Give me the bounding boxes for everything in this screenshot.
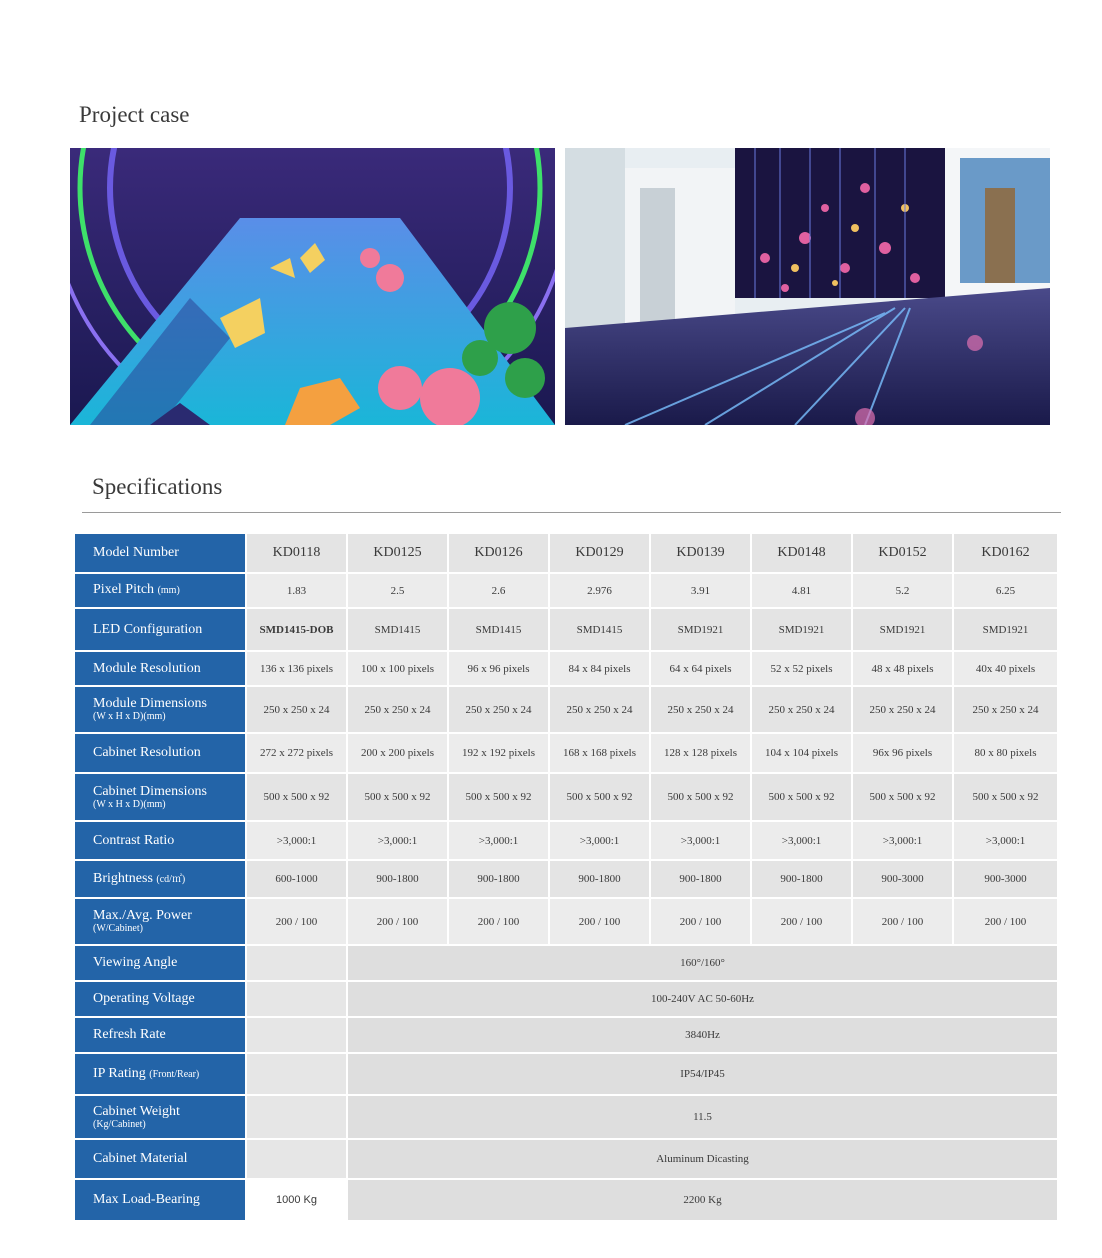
row-label-module-resolution: Module Resolution [75, 652, 247, 685]
merged-cell: 100-240V AC 50-60Hz [348, 982, 1057, 1016]
merged-cell: 11.5 [348, 1096, 1057, 1138]
table-cell: SMD1415 [449, 609, 550, 650]
table-cell: 200 / 100 [247, 899, 348, 944]
table-cell: SMD1415-DOB [247, 609, 348, 650]
specifications-table [75, 532, 1057, 1222]
led-floor-tunnel-photo [70, 148, 555, 425]
table-cell: 250 x 250 x 24 [954, 687, 1057, 732]
table-row [75, 861, 1057, 897]
row-label-model-number: Model Number [75, 534, 247, 572]
empty-cell [247, 1054, 348, 1094]
table-cell: 2.6 [449, 574, 550, 607]
table-cell: 100 x 100 pixels [348, 652, 449, 685]
row-label-cabinet-weight: Cabinet Weight (Kg/Cabinet) [75, 1096, 247, 1138]
table-cell: 500 x 500 x 92 [247, 774, 348, 820]
table-cell: 900-3000 [853, 861, 954, 897]
row-label-brightness: Brightness (cd/㎡) [75, 861, 247, 897]
table-cell: 250 x 250 x 24 [550, 687, 651, 732]
table-cell: 900-3000 [954, 861, 1057, 897]
table-cell: SMD1921 [954, 609, 1057, 650]
row-label-contrast-ratio: Contrast Ratio [75, 822, 247, 859]
table-cell: 200 / 100 [449, 899, 550, 944]
row-label-cabinet-resolution: Cabinet Resolution [75, 734, 247, 772]
table-cell: 64 x 64 pixels [651, 652, 752, 685]
empty-cell [247, 1140, 348, 1178]
merged-cell: IP54/IP45 [348, 1054, 1057, 1094]
table-cell: 2.976 [550, 574, 651, 607]
table-cell: 80 x 80 pixels [954, 734, 1057, 772]
table-cell: 200 / 100 [651, 899, 752, 944]
table-row [75, 1018, 1057, 1052]
empty-cell [247, 1096, 348, 1138]
table-cell: 168 x 168 pixels [550, 734, 651, 772]
model-cell: KD0118 [247, 534, 348, 572]
table-row [75, 687, 1057, 732]
specifications-title: Specifications [92, 474, 223, 499]
table-cell: 4.81 [752, 574, 853, 607]
row-label-power: Max./Avg. Power (W/Cabinet) [75, 899, 247, 944]
row-label-led-configuration: LED Configuration [75, 609, 247, 650]
table-cell: 96 x 96 pixels [449, 652, 550, 685]
table-row [75, 1140, 1057, 1178]
table-cell: 40x 40 pixels [954, 652, 1057, 685]
row-label-pixel-pitch: Pixel Pitch (mm) [75, 574, 247, 607]
table-cell: 104 x 104 pixels [752, 734, 853, 772]
table-row [75, 774, 1057, 820]
table-row [75, 734, 1057, 772]
table-cell: 200 / 100 [853, 899, 954, 944]
row-label-cabinet-material: Cabinet Material [75, 1140, 247, 1178]
table-row [75, 652, 1057, 685]
table-cell: 200 / 100 [954, 899, 1057, 944]
table-cell: SMD1921 [752, 609, 853, 650]
empty-cell [247, 1018, 348, 1052]
table-cell: 272 x 272 pixels [247, 734, 348, 772]
table-cell: 900-1800 [348, 861, 449, 897]
row-label-module-dimensions: Module Dimensions (W x H x D)(mm) [75, 687, 247, 732]
row-label-viewing-angle: Viewing Angle [75, 946, 247, 980]
table-row [75, 1096, 1057, 1138]
table-row [75, 534, 1057, 572]
table-cell: SMD1415 [348, 609, 449, 650]
table-row [75, 822, 1057, 859]
table-cell: 200 / 100 [550, 899, 651, 944]
table-cell: 200 x 200 pixels [348, 734, 449, 772]
model-cell: KD0125 [348, 534, 449, 572]
table-cell: 500 x 500 x 92 [954, 774, 1057, 820]
table-row [75, 946, 1057, 980]
table-cell: 900-1800 [550, 861, 651, 897]
table-cell: 250 x 250 x 24 [853, 687, 954, 732]
table-cell: 500 x 500 x 92 [550, 774, 651, 820]
row-label-cabinet-dimensions: Cabinet Dimensions (W x H x D)(mm) [75, 774, 247, 820]
model-cell: KD0148 [752, 534, 853, 572]
table-cell: >3,000:1 [449, 822, 550, 859]
table-cell: 500 x 500 x 92 [348, 774, 449, 820]
table-cell: 96x 96 pixels [853, 734, 954, 772]
row-label-max-load-bearing: Max Load-Bearing [75, 1180, 247, 1220]
table-cell: 250 x 250 x 24 [752, 687, 853, 732]
table-cell: 200 / 100 [348, 899, 449, 944]
table-cell: 48 x 48 pixels [853, 652, 954, 685]
interactive-led-hall-photo [565, 148, 1050, 425]
table-cell: 2.5 [348, 574, 449, 607]
merged-cell: 3840Hz [348, 1018, 1057, 1052]
table-cell: 5.2 [853, 574, 954, 607]
table-cell: 3.91 [651, 574, 752, 607]
table-cell: >3,000:1 [348, 822, 449, 859]
table-cell: >3,000:1 [651, 822, 752, 859]
table-cell: SMD1921 [651, 609, 752, 650]
table-cell: 250 x 250 x 24 [449, 687, 550, 732]
table-cell: 128 x 128 pixels [651, 734, 752, 772]
table-cell: 500 x 500 x 92 [449, 774, 550, 820]
table-cell: 250 x 250 x 24 [247, 687, 348, 732]
table-cell: 900-1800 [752, 861, 853, 897]
table-row [75, 574, 1057, 607]
table-cell: >3,000:1 [752, 822, 853, 859]
section-divider [82, 512, 1061, 513]
table-cell: SMD1921 [853, 609, 954, 650]
table-row [75, 899, 1057, 944]
table-cell: >3,000:1 [853, 822, 954, 859]
table-row [75, 982, 1057, 1016]
table-cell: 500 x 500 x 92 [651, 774, 752, 820]
model-cell: KD0152 [853, 534, 954, 572]
table-cell: >3,000:1 [954, 822, 1057, 859]
table-cell: >3,000:1 [247, 822, 348, 859]
merged-cell: Aluminum Dicasting [348, 1140, 1057, 1178]
table-cell: SMD1415 [550, 609, 651, 650]
table-row [75, 1054, 1057, 1094]
table-cell: 250 x 250 x 24 [348, 687, 449, 732]
table-cell: >3,000:1 [550, 822, 651, 859]
empty-cell [247, 982, 348, 1016]
table-cell: 6.25 [954, 574, 1057, 607]
table-cell: 1.83 [247, 574, 348, 607]
table-cell: 500 x 500 x 92 [752, 774, 853, 820]
merged-cell: 2200 Kg [348, 1180, 1057, 1220]
table-cell: 600-1000 [247, 861, 348, 897]
table-cell: 900-1800 [449, 861, 550, 897]
table-cell: 84 x 84 pixels [550, 652, 651, 685]
table-cell: 200 / 100 [752, 899, 853, 944]
model-cell: KD0162 [954, 534, 1057, 572]
model-cell: KD0126 [449, 534, 550, 572]
row-label-operating-voltage: Operating Voltage [75, 982, 247, 1016]
row-label-ip-rating: IP Rating (Front/Rear) [75, 1054, 247, 1094]
empty-cell [247, 946, 348, 980]
model-cell: KD0139 [651, 534, 752, 572]
table-cell: 500 x 500 x 92 [853, 774, 954, 820]
table-cell: 136 x 136 pixels [247, 652, 348, 685]
project-case-title: Project case [79, 102, 190, 127]
table-cell: 52 x 52 pixels [752, 652, 853, 685]
model-cell: KD0129 [550, 534, 651, 572]
table-row [75, 1180, 1057, 1220]
table-row [75, 609, 1057, 650]
table-cell: 900-1800 [651, 861, 752, 897]
table-cell: 250 x 250 x 24 [651, 687, 752, 732]
table-cell: 1000 Kg [247, 1180, 348, 1220]
row-label-refresh-rate: Refresh Rate [75, 1018, 247, 1052]
table-cell: 192 x 192 pixels [449, 734, 550, 772]
merged-cell: 160°/160° [348, 946, 1057, 980]
